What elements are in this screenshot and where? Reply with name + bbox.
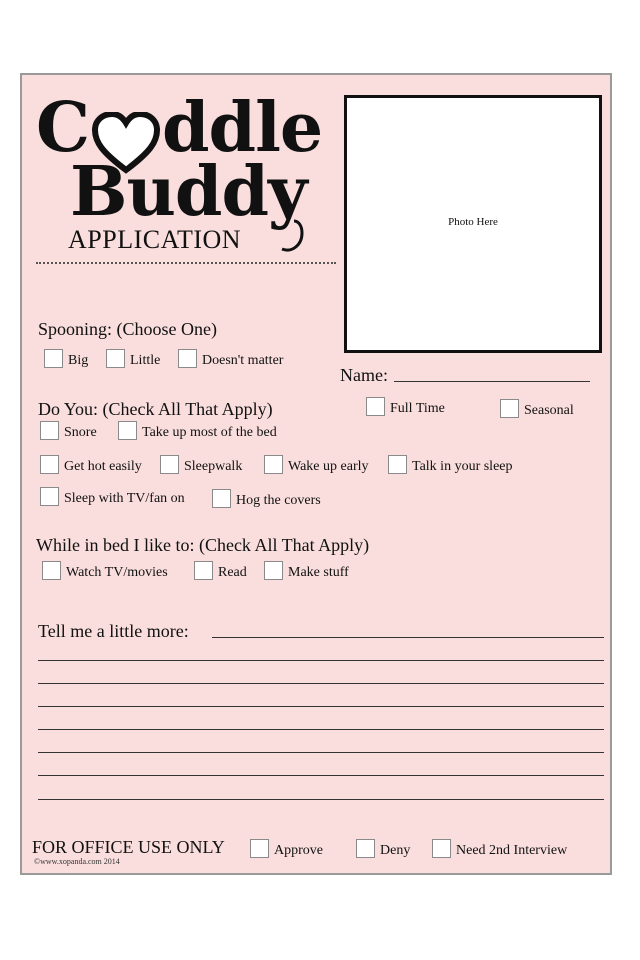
checkbox[interactable] xyxy=(160,455,179,474)
more-line[interactable] xyxy=(38,706,604,707)
more-label: Tell me a little more: xyxy=(38,621,189,641)
checkbox[interactable] xyxy=(194,561,213,580)
option-read[interactable]: Read xyxy=(194,561,247,580)
checkbox[interactable] xyxy=(264,561,283,580)
more-line[interactable] xyxy=(38,799,604,800)
option-get-hot[interactable]: Get hot easily xyxy=(40,455,142,474)
option-tv-fan[interactable]: Sleep with TV/fan on xyxy=(40,487,185,506)
option-take-up-bed[interactable]: Take up most of the bed xyxy=(118,421,277,440)
logo-c: C xyxy=(36,88,90,168)
more-line[interactable] xyxy=(38,660,604,661)
checkbox[interactable] xyxy=(40,421,59,440)
logo-word-rest: ddle xyxy=(162,88,323,168)
option-seasonal[interactable]: Seasonal xyxy=(500,399,574,418)
logo-word-buddy: Buddy xyxy=(70,152,307,232)
checkbox[interactable] xyxy=(118,421,137,440)
spooning-option-big[interactable]: Big xyxy=(44,349,88,368)
checkbox[interactable] xyxy=(178,349,197,368)
option-talk-in-sleep[interactable]: Talk in your sleep xyxy=(388,455,513,474)
spooning-option-little[interactable]: Little xyxy=(106,349,160,368)
photo-box[interactable] xyxy=(344,95,602,353)
checkbox[interactable] xyxy=(40,455,59,474)
checkbox[interactable] xyxy=(366,397,385,416)
option-full-time[interactable]: Full Time xyxy=(366,397,445,416)
checkbox[interactable] xyxy=(40,487,59,506)
option-wake-up-early[interactable]: Wake up early xyxy=(264,455,369,474)
checkbox[interactable] xyxy=(106,349,125,368)
option-watch-tv[interactable]: Watch TV/movies xyxy=(42,561,168,580)
checkbox[interactable] xyxy=(44,349,63,368)
checkbox[interactable] xyxy=(388,455,407,474)
logo-application: APPLICATION xyxy=(68,225,242,254)
checkbox[interactable] xyxy=(250,839,269,858)
more-line[interactable] xyxy=(38,729,604,730)
name-field[interactable] xyxy=(394,381,590,382)
office-option-approve[interactable]: Approve xyxy=(250,839,323,858)
divider xyxy=(36,262,336,264)
office-option-deny[interactable]: Deny xyxy=(356,839,410,858)
do-you-heading: Do You: (Check All That Apply) xyxy=(38,399,273,419)
spooning-option-doesnt-matter[interactable]: Doesn't matter xyxy=(178,349,283,368)
office-option-2nd-interview[interactable]: Need 2nd Interview xyxy=(432,839,567,858)
more-line[interactable] xyxy=(38,752,604,753)
photo-label: Photo Here xyxy=(448,216,498,228)
swirl-icon xyxy=(278,219,308,253)
more-line[interactable] xyxy=(38,775,604,776)
copyright: ©www.xopanda.com 2014 xyxy=(34,857,120,866)
option-hog-covers[interactable]: Hog the covers xyxy=(212,489,321,508)
name-label: Name: xyxy=(340,365,388,385)
more-line[interactable] xyxy=(38,683,604,684)
checkbox[interactable] xyxy=(264,455,283,474)
office-heading: FOR OFFICE USE ONLY xyxy=(32,837,225,857)
spooning-heading: Spooning: (Choose One) xyxy=(38,319,217,339)
checkbox[interactable] xyxy=(356,839,375,858)
checkbox[interactable] xyxy=(212,489,231,508)
more-line[interactable] xyxy=(212,637,604,638)
checkbox[interactable] xyxy=(432,839,451,858)
option-snore[interactable]: Snore xyxy=(40,421,97,440)
checkbox[interactable] xyxy=(500,399,519,418)
checkbox[interactable] xyxy=(42,561,61,580)
option-sleepwalk[interactable]: Sleepwalk xyxy=(160,455,242,474)
in-bed-heading: While in bed I like to: (Check All That Apply) xyxy=(36,535,370,555)
application-form xyxy=(20,73,612,875)
option-make-stuff[interactable]: Make stuff xyxy=(264,561,349,580)
